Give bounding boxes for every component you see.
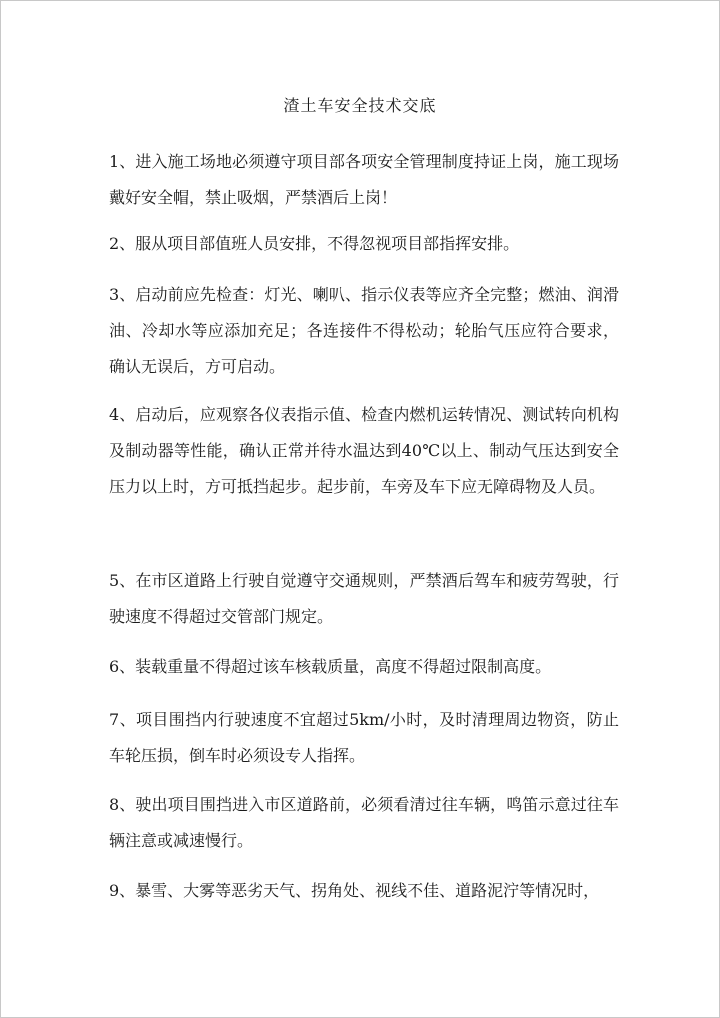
- clause-8: 8、驶出项目围挡进入市区道路前，必须看清过往车辆，鸣笛示意过往车辆注意或减速慢行。: [109, 795, 619, 850]
- clause-1: 1、进入施工场地必须遵守项目部各项安全管理制度持证上岗，施工现场戴好安全帽，禁止吸烟，严禁酒后上岗！: [109, 152, 619, 207]
- clause-2: 2、服从项目部值班人员安排，不得忽视项目部指挥安排。: [109, 234, 520, 253]
- document-title: 渣土车安全技术交底: [283, 96, 437, 115]
- clause-5: 5、在市区道路上行驶自觉遵守交通规则，严禁酒后驾车和疲劳驾驶，行驶速度不得超过交管部门规定。: [109, 571, 619, 626]
- clause-7: 7、项目围挡内行驶速度不宜超过5km/小时，及时清理周边物资，防止车轮压损，倒车时必须设专人指挥。: [109, 710, 619, 765]
- clause-4: 4、启动后，应观察各仪表指示值、检查内燃机运转情况、测试转向机构及制动器等性能，确认正常并待水温达到40℃以上、制动气压达到安全压力以上时，方可抵挡起步。起步前，车旁及车下应无障碍物及人员。: [109, 405, 619, 496]
- clause-3: 3、启动前应先检查：灯光、喇叭、指示仪表等应齐全完整；燃油、润滑油、冷却水等应添加充足；各连接件不得松动；轮胎气压应符合要求，确认无误后，方可启动。: [109, 285, 619, 376]
- clause-9: 9、暴雪、大雾等恶劣天气、拐角处、视线不佳、道路泥泞等情况时，: [109, 881, 600, 900]
- clause-6: 6、装载重量不得超过该车核载质量，高度不得超过限制高度。: [109, 657, 552, 676]
